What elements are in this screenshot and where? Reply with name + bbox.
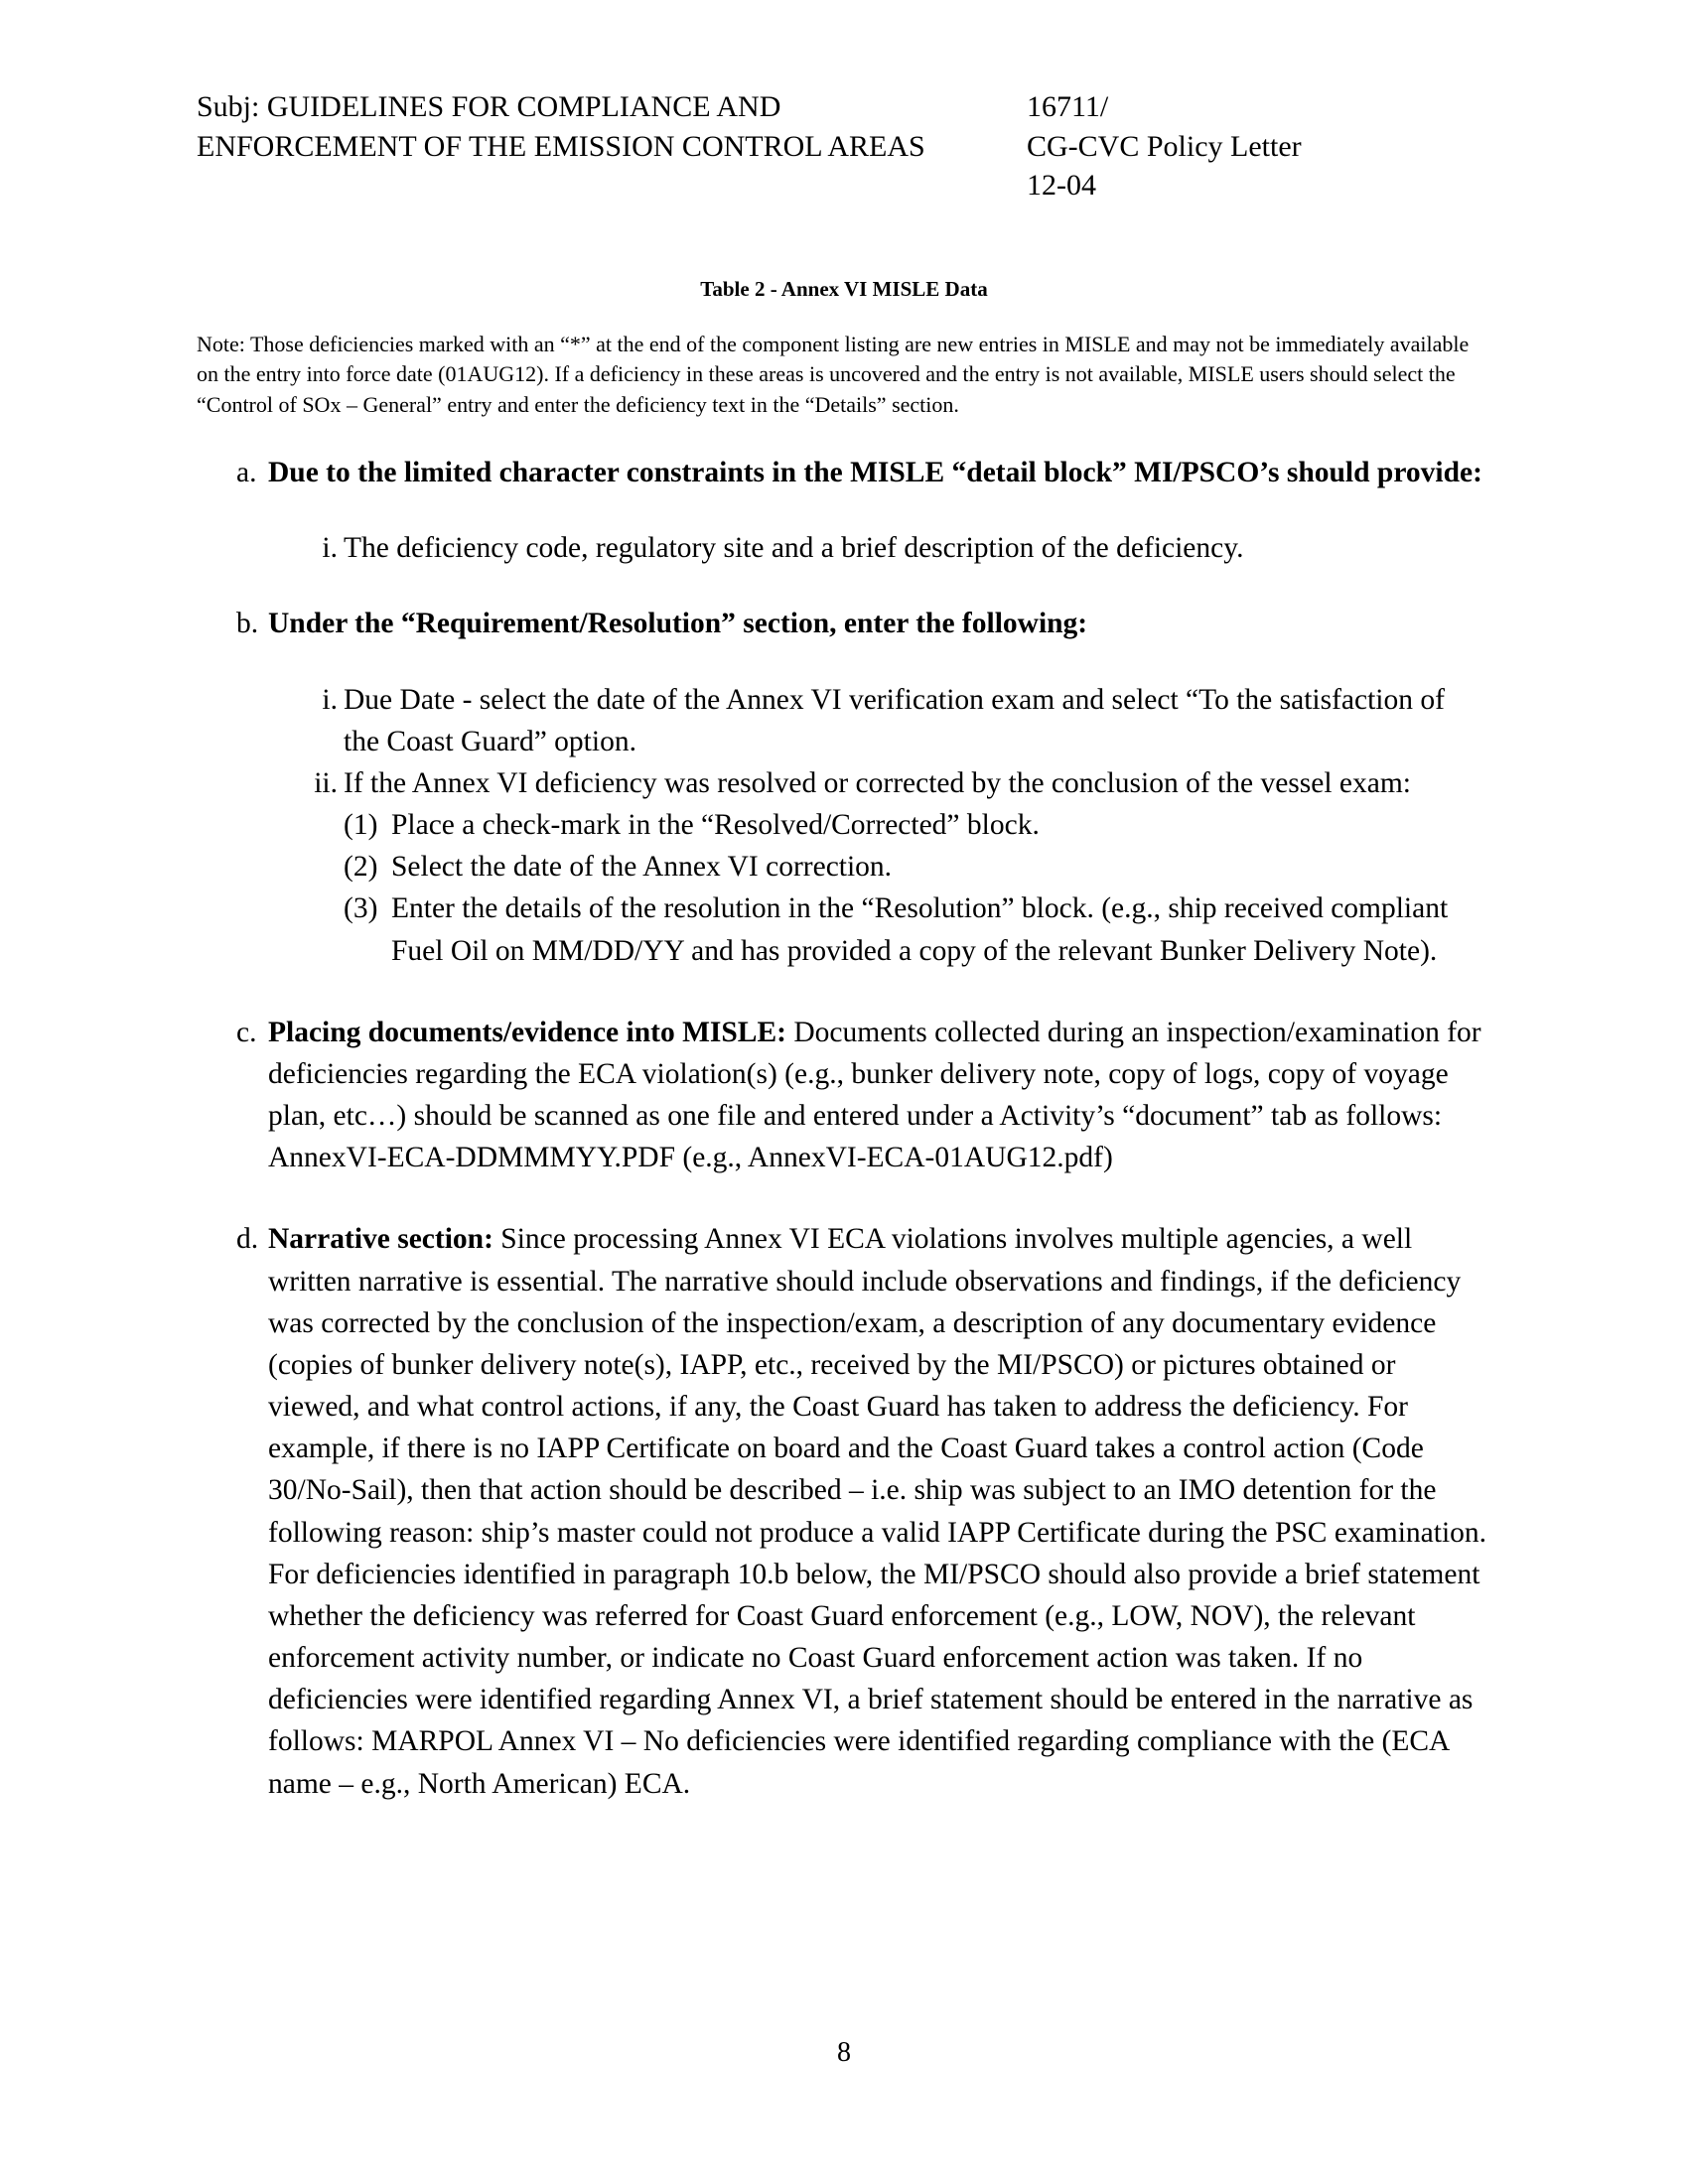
list-item-b-text: Under the “Requirement/Resolution” section, enter the following:: [268, 608, 1088, 640]
note-block: [197, 330, 1477, 420]
list-marker-a-i: i.: [322, 532, 338, 565]
list-item-d-text: [268, 1218, 1487, 1804]
list-item-d: [197, 1218, 1487, 1804]
list-item-b-sub-ii-text: If the Annex VI deficiency was resolved or corrected by the conclusion of the vessel exam:: [344, 766, 1412, 799]
list-item-b-num-3: [197, 887, 1487, 971]
list-item-c-text: [268, 1012, 1487, 1179]
policy-letter-number: 12-04: [1027, 169, 1096, 203]
list-marker-c: c.: [236, 1016, 257, 1048]
list-item-b-num-2-text: Select the date of the Annex VI correction.: [391, 851, 893, 884]
list-item-a-sub-i: [197, 527, 1487, 569]
list-marker-b: b.: [236, 608, 259, 640]
list-marker-a: a.: [236, 457, 257, 488]
note-text: Note: Those deficiencies marked with an “*” at the end of the component listing are new entries in MISLE and may not be immediately available on the entry into force date (01AUG12). If a deficiency in these areas is uncovered and the entry is not available, MISLE users should select the “Control of SOx – General” entry and enter the deficiency text in the “Details” section.: [197, 332, 1470, 417]
list-item-b-num-2: [197, 846, 1487, 887]
list-item-c-lead: Placing documents/evidence into MISLE:: [268, 1016, 786, 1048]
list-item-b-sub-i-text: Due Date - select the date of the Annex VI verification exam and select “To the satisfaction of the Coast Guard” option.: [344, 683, 1445, 757]
page-number: 8: [837, 2037, 851, 2068]
list-marker-b-i: i.: [322, 683, 338, 716]
list-item-c: [197, 1012, 1487, 1179]
subject-line-2: ENFORCEMENT OF THE EMISSION CONTROL AREAS: [197, 129, 925, 163]
list-marker-b-2: (2): [344, 851, 378, 884]
list-marker-b-ii: ii.: [314, 766, 338, 799]
list-item-c-body: Documents collected during an inspection/examination for deficiencies regarding the ECA violation(s) (e.g., bunker delivery note, copy of logs, copy of voyage plan, etc…) should be scanned as one file and entered under a Activity’s “document” tab as follows: AnnexVI-ECA-DDMMMYY.PDF (e.g., AnnexVI-ECA-01AUG12.pdf): [268, 1016, 1481, 1174]
page-header: [197, 87, 1519, 205]
spacer: [197, 645, 1487, 679]
reference-block: [1027, 87, 1302, 205]
subject-block: [197, 87, 1021, 166]
list-item-b-sub-ii: [197, 762, 1487, 804]
list-item-a-sub-i-text: The deficiency code, regulatory site and a brief description of the deficiency.: [344, 532, 1244, 565]
list-item-b: [197, 603, 1487, 644]
list-marker-b-3: (3): [344, 892, 378, 925]
subject-line-1: Subj: GUIDELINES FOR COMPLIANCE AND: [197, 90, 781, 123]
lettered-list: [197, 452, 1487, 1805]
spacer: [197, 1178, 1487, 1218]
policy-letter-label: CG-CVC Policy Letter: [1027, 129, 1302, 163]
table-caption: Table 2 - Annex VI MISLE Data: [700, 277, 988, 301]
spacer: [197, 493, 1487, 527]
list-item-b-num-1-text: Place a check-mark in the “Resolved/Corrected” block.: [391, 809, 1040, 842]
list-item-d-body: Since processing Annex VI ECA violations involves multiple agencies, a well written narrative is essential. The narrative should include observations and findings, if the deficiency was corrected by the conclusion of the inspection/exam, a description of any documentary evidence (copies of bunker delivery note(s), IAPP, etc., received by the MI/PSCO) or pictures obtained or viewed, and what control actions, if any, the Coast Guard has taken to address the deficiency. For example, if there is no IAPP Certificate on board and the Coast Guard takes a control action (Code 30/No-Sail), then that action should be described – i.e. ship was subject to an IMO detention for the following reason: ship’s master could not produce a valid IAPP Certificate during the PSC examination. For deficiencies identified in paragraph 10.b below, the MI/PSCO should also provide a brief statement whether the deficiency was referred for Coast Guard enforcement (e.g., LOW, NOV), the relevant enforcement activity number, or indicate no Coast Guard enforcement action was taken. If no deficiencies were identified regarding Annex VI, a brief statement should be entered in the narrative as follows: MARPOL Annex VI – No deficiencies were identified regarding compliance with the (ECA name – e.g., North American) ECA.: [268, 1223, 1487, 1800]
list-item-a-text: Due to the limited character constraints in the MISLE “detail block” MI/PSCO’s should provide:: [268, 457, 1482, 488]
spacer: [197, 569, 1487, 603]
spacer: [197, 972, 1487, 1012]
list-marker-b-1: (1): [344, 809, 378, 842]
list-marker-d: d.: [236, 1223, 259, 1256]
list-item-b-num-1: [197, 804, 1487, 846]
list-item-d-lead: Narrative section:: [268, 1223, 493, 1256]
list-item-b-sub-i: [197, 679, 1487, 762]
list-item-b-num-3-text: Enter the details of the resolution in the “Resolution” block. (e.g., ship received compliant Fuel Oil on MM/DD/YY and has provided a copy of the relevant Bunker Delivery Note).: [391, 892, 1449, 967]
reference-number: 16711/: [1027, 90, 1109, 123]
list-item-a: [197, 452, 1487, 493]
